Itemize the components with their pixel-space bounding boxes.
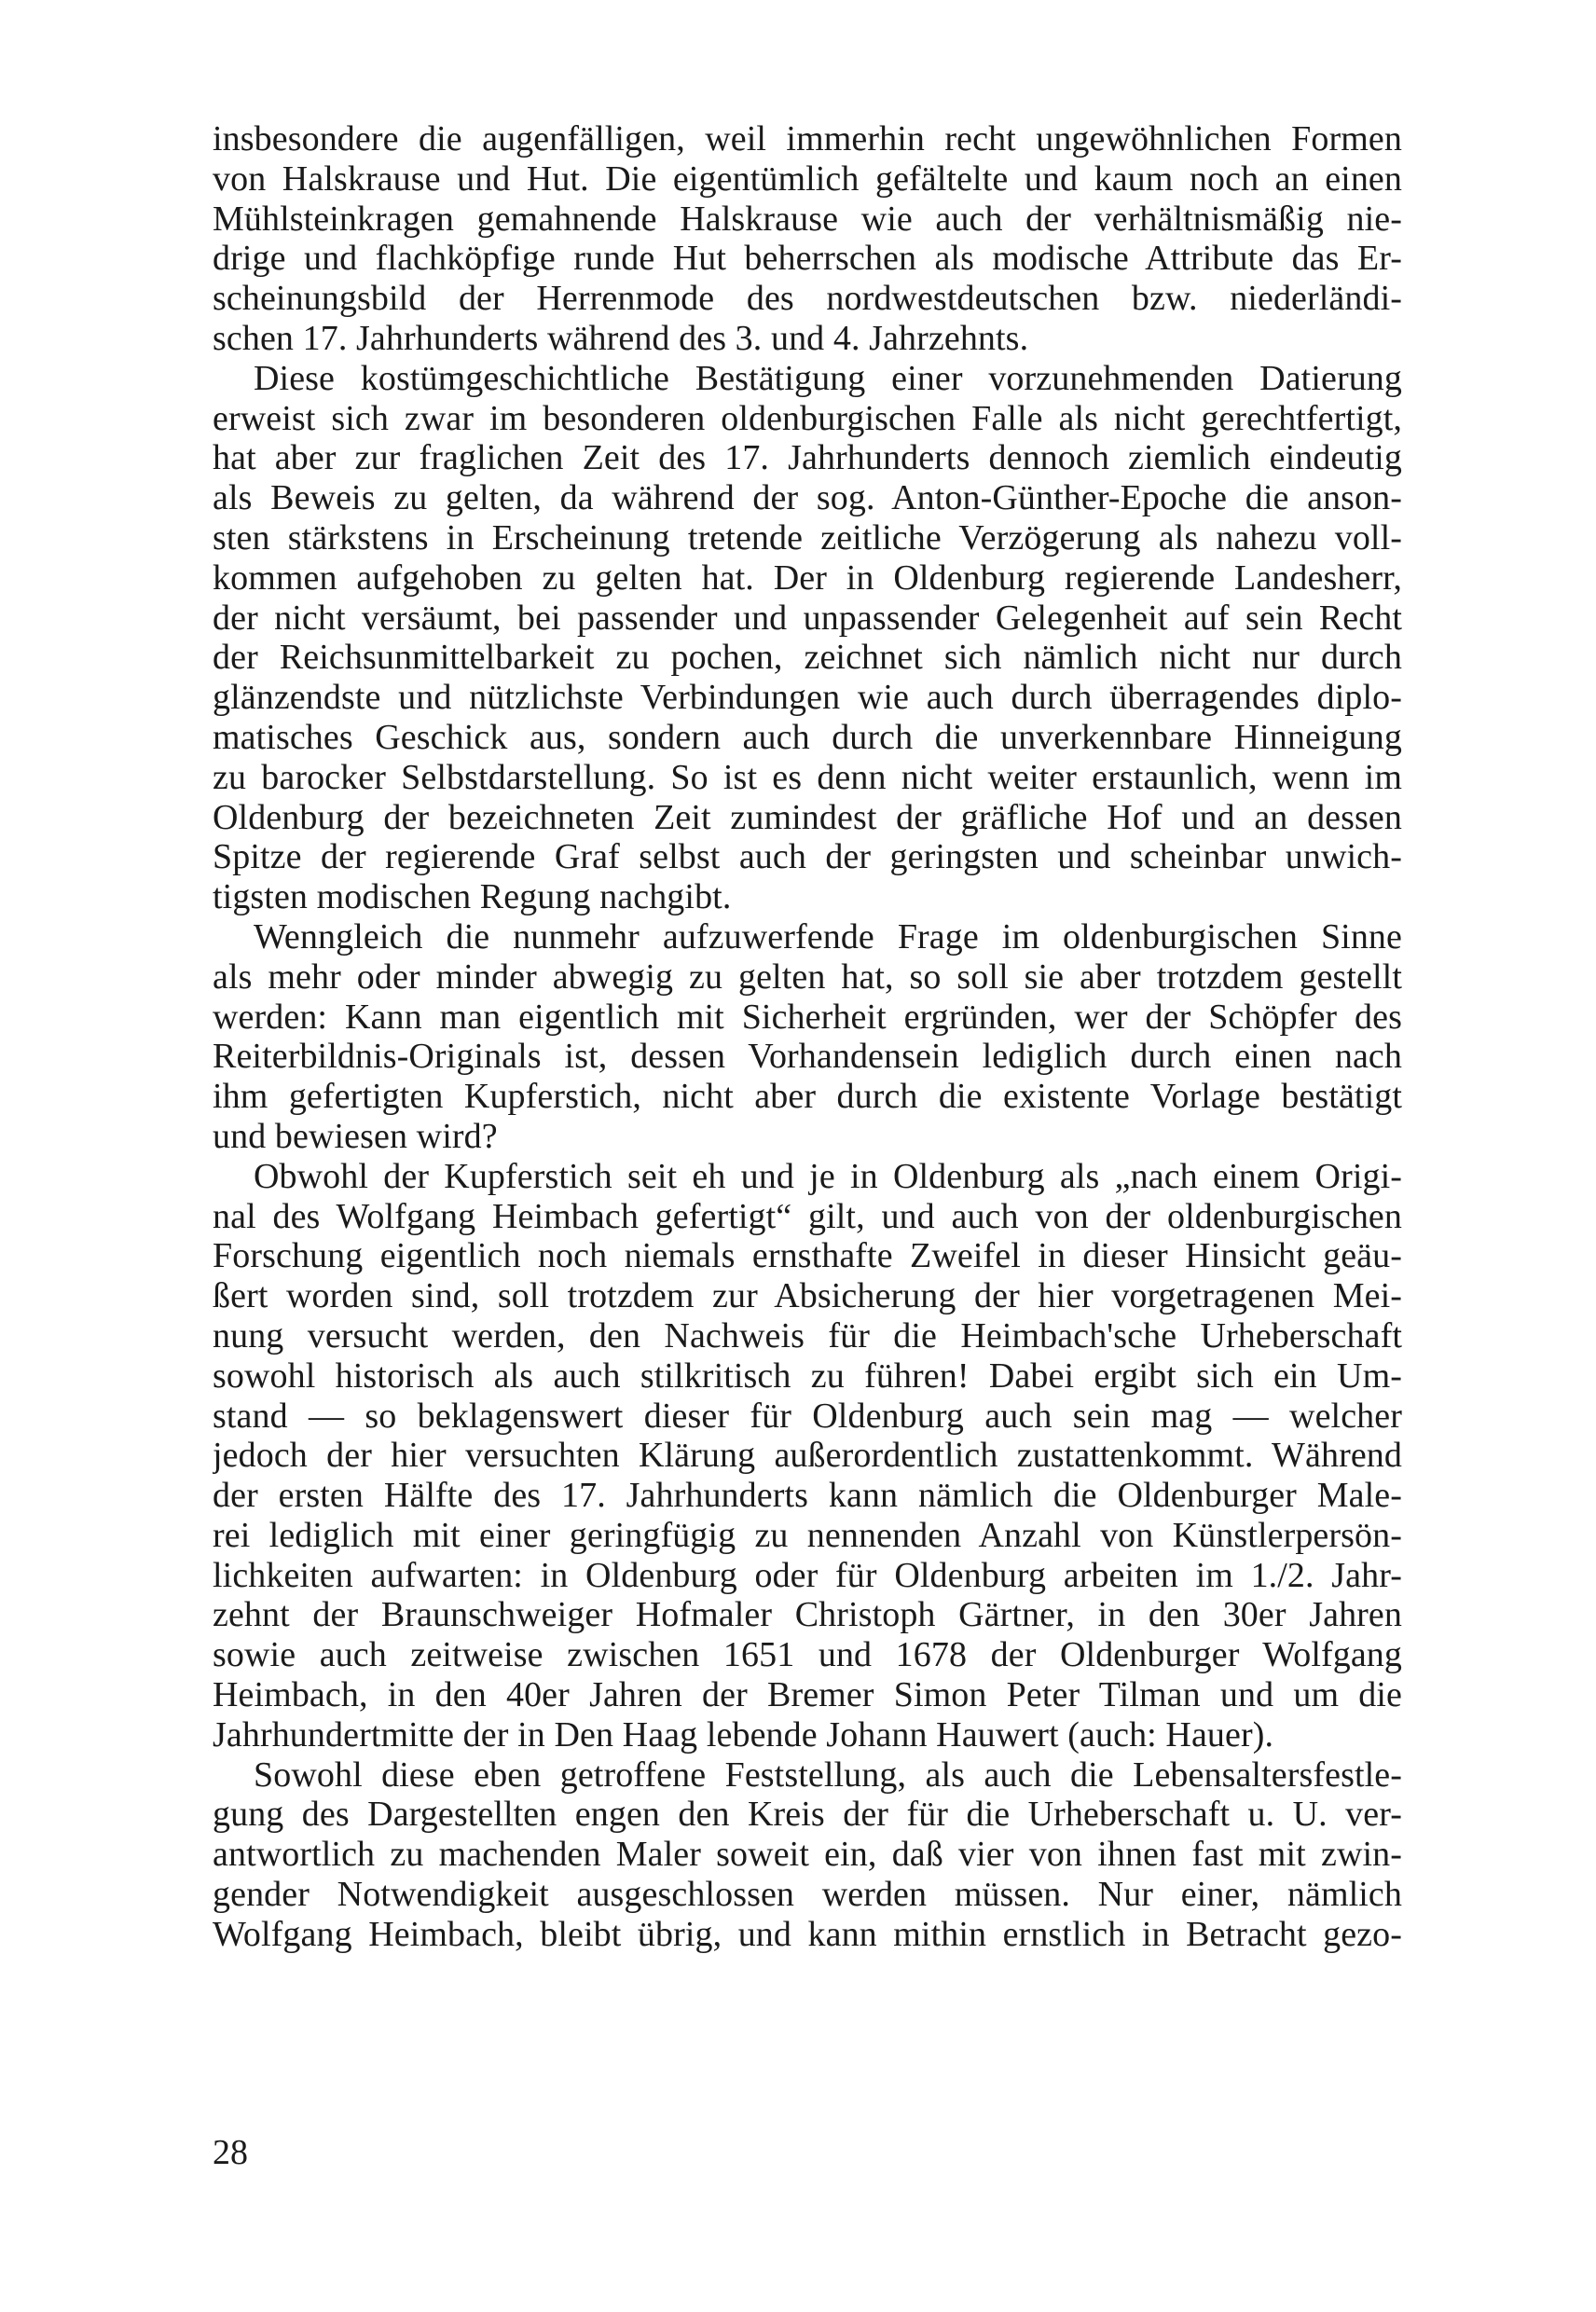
text-line: sowohl historisch als auch stilkritisch zu führen! Dabei ergibt sich ein Um- [213, 1356, 1402, 1396]
text-line: als mehr oder minder abwegig zu gelten hat, so soll sie aber trotzdem gestellt [213, 956, 1402, 997]
text-line: schen 17. Jahrhunderts während des 3. und 4. Jahrzehnts. [213, 318, 1029, 358]
page-number: 28 [213, 2133, 248, 2172]
text-line: gung des Dargestellten engen den Kreis der für die Urheberschaft u. U. ver- [213, 1795, 1402, 1835]
text-line: matisches Geschick aus, sondern auch durch die unverkennbare Hinneigung [213, 717, 1402, 757]
paragraph [213, 917, 1402, 1157]
paragraph [213, 1755, 1402, 1955]
text-line: nung versucht werden, den Nachweis für die Heimbach'sche Urheberschaft [213, 1315, 1402, 1356]
text-line: kommen aufgehoben zu gelten hat. Der in Oldenburg regierende Landesherr, [213, 557, 1402, 598]
text-line: Wolfgang Heimbach, bleibt übrig, und kann mithin ernstlich in Betracht gezo- [213, 1914, 1402, 1954]
text-line: als Beweis zu gelten, da während der sog. Anton-Günther-Epoche die anson- [213, 478, 1402, 518]
text-line: Diese kostümgeschichtliche Bestätigung einer vorzunehmenden Datierung [254, 358, 1402, 398]
paragraph [213, 359, 1402, 917]
text-line: antwortlich zu machenden Maler soweit ein, daß vier von ihnen fast mit zwin- [213, 1835, 1402, 1875]
text-line: der ersten Hälfte des 17. Jahrhunderts kann nämlich die Oldenburger Male- [213, 1476, 1402, 1516]
text-line: Spitze der regierende Graf selbst auch der geringsten und scheinbar unwich- [213, 837, 1402, 877]
text-line: drige und flachköpfige runde Hut beherrschen als modische Attribute das Er- [213, 239, 1402, 279]
text-line: hat aber zur fraglichen Zeit des 17. Jahrhunderts dennoch ziemlich eindeutig [213, 438, 1402, 478]
paragraph [213, 1157, 1402, 1755]
text-line: sten stärkstens in Erscheinung tretende zeitliche Verzögerung als nahezu voll- [213, 517, 1402, 557]
page-body [213, 119, 1402, 2189]
text-line: Mühlsteinkragen gemahnende Halskrause wie auch der verhältnismäßig nie- [213, 199, 1402, 239]
text-line: Forschung eigentlich noch niemals ernsthafte Zweifel in dieser Hinsicht geäu- [213, 1236, 1402, 1276]
text-line: zehnt der Braunschweiger Hofmaler Christoph Gärtner, in den 30er Jahren [213, 1595, 1402, 1635]
text-line: sowie auch zeitweise zwischen 1651 und 1678 der Oldenburger Wolfgang [213, 1635, 1402, 1675]
text-line: der nicht versäumt, bei passender und unpassender Gelegenheit auf sein Recht [213, 598, 1402, 638]
text-line: Sowohl diese eben getroffene Feststellung, als auch die Lebensaltersfestle- [254, 1755, 1402, 1795]
text-line: Wenngleich die nunmehr aufzuwerfende Frage im oldenburgischen Sinne [254, 916, 1402, 956]
text-line: rei lediglich mit einer geringfügig zu nennenden Anzahl von Künstlerpersön- [213, 1515, 1402, 1555]
text-line: stand — so beklagenswert dieser für Oldenburg auch sein mag — welcher [213, 1396, 1402, 1436]
text-line: jedoch der hier versuchten Klärung außerordentlich zustattenkommt. Während [213, 1436, 1402, 1476]
text-line: lichkeiten aufwarten: in Oldenburg oder für Oldenburg arbeiten im 1./2. Jahr- [213, 1555, 1402, 1595]
text-line: nal des Wolfgang Heimbach gefertigt“ gilt, und auch von der oldenburgischen [213, 1196, 1402, 1236]
text-line: der Reichsunmittelbarkeit zu pochen, zeichnet sich nämlich nicht nur durch [213, 638, 1402, 678]
text-line: ßert worden sind, soll trotzdem zur Absicherung der hier vorgetragenen Mei- [213, 1276, 1402, 1316]
text-line: erweist sich zwar im besonderen oldenburgischen Falle als nicht gerechtfertigt, [213, 398, 1402, 438]
text-line: insbesondere die augenfälligen, weil immerhin recht ungewöhnlichen Formen [213, 119, 1402, 158]
text-line: von Halskrause und Hut. Die eigentümlich gefältelte und kaum noch an einen [213, 158, 1402, 199]
text-line: Jahrhundertmitte der in Den Haag lebende Johann Hauwert (auch: Hauer). [213, 1714, 1274, 1755]
text-line: ihm gefertigten Kupferstich, nicht aber durch die existente Vorlage bestätigt [213, 1077, 1402, 1117]
text-line: Reiterbildnis-Originals ist, dessen Vorhandensein lediglich durch einen nach [213, 1037, 1402, 1077]
text-line: werden: Kann man eigentlich mit Sicherheit ergründen, wer der Schöpfer des [213, 997, 1402, 1037]
text-line: zu barocker Selbstdarstellung. So ist es denn nicht weiter erstaunlich, wenn im [213, 757, 1402, 797]
text-line: Oldenburg der bezeichneten Zeit zumindest der gräfliche Hof und an dessen [213, 797, 1402, 837]
text-line: scheinungsbild der Herrenmode des nordwestdeutschen bzw. niederländi- [213, 279, 1402, 319]
text-line: und bewiesen wird? [213, 1116, 498, 1156]
paragraph [213, 119, 1402, 359]
text-line: tigsten modischen Regung nachgibt. [213, 877, 732, 917]
text-line: glänzendste und nützlichste Verbindungen wie auch durch überragendes diplo- [213, 678, 1402, 718]
text-line: Heimbach, in den 40er Jahren der Bremer Simon Peter Tilman und um die [213, 1675, 1402, 1715]
text-line: gender Notwendigkeit ausgeschlossen werden müssen. Nur einer, nämlich [213, 1875, 1402, 1915]
text-line: Obwohl der Kupferstich seit eh und je in Oldenburg als „nach einem Origi- [254, 1156, 1402, 1196]
